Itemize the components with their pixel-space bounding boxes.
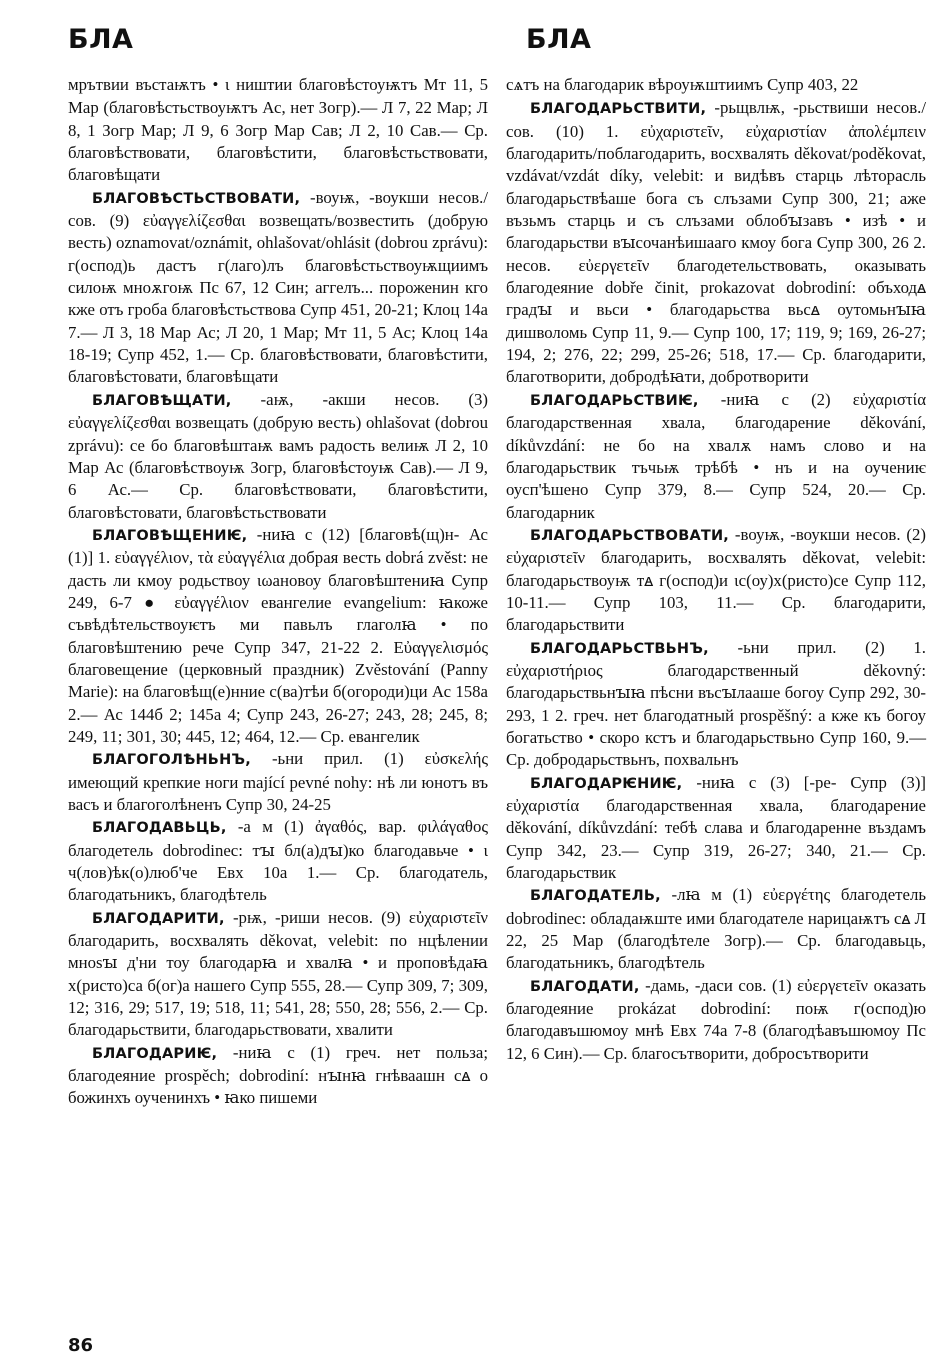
dictionary-entry — [506, 524, 926, 637]
headword: БЛАГОДАРѤНИѤ, — [530, 775, 683, 792]
entry-body: -ниꙗ с (3) [-ре- Супр (3)] εὐχαριστία благодарственная хвала, благодарение děkování, díkůvzdání: тебѣ слава и благодаренне въздамъ Супр 342, 23.— Супр 319, 26-27; 340, 21.— Ср. благодарьствик — [506, 772, 926, 883]
page-number: 86 — [68, 1335, 94, 1356]
dictionary-entry — [506, 975, 926, 1065]
headword: БЛАГОДАТИ, — [530, 978, 640, 995]
entry-body: -ниꙗ с (12) [благовѣ(щ)н- Ас (1)] 1. εὐαγγέλιον, τὰ εὐαγγέλια добрая весть dobrá zvěst: не дасть ли кмоу родьствоу ιωановоу благовѣштениꙗ Супр 249, 6-7 ● εὐαγγέλιον евангелие evangelium: ꙗкоже съвѣдѣтельствоуѥтъ ми павьлъ глаголꙗ • по благовѣштению рече Супр 347, 21-22 2. Εὐαγγελισμός благовещение (церковный праздник) Zvěstování (Panny Marie): на благовѣщ(е)нние с(ва)тѣи б(огороди)ци Ас 158а 2.— Ас 144б 2; 145а 4; Супр 243, 26-27; 243, 28; 245, 8; 249, 11; 301, 30; 445, 12; 464, 12.— Ср. евангелик — [68, 524, 488, 746]
headword: БЛАГОДАРИѤ, — [92, 1045, 218, 1062]
entry-body: -рьщвлѭ, -рьствиши несов./сов. (10) 1. εὐχαριστεῖν, εὐχαριστίαν ἀπολέμπειν благодарить/поблагодарить, восхвалять děkovat/poděkovat, vzdávat/vzdát díky, velebit: и видѣвъ старць лѣторасль благодарьствѣаше бога съ слъзами Супр 300, 21; аже възьмъ старць и съ слъзами облобꙑзавъ • изѣ • и благодарьстви вꙑсочанѣишааго кмоу бога Супр 300, 26 2. несов. εὐεργετεῖν благодетельствовать, оказывать благодеяние dobře činit, prokazovat dobrodiní: объходꙙ градꙑ и вьси • благодарьства вьсꙙ оутомьнꙑꙗ дишволомь Супр 11, 9.— Супр 100, 17; 119, 9; 169, 26-27; 194, 2; 276, 22; 299, 25-26; 518, 17.— Ср. благодарити, благотворити, добродѣꙗти, добротворити — [506, 98, 926, 387]
dictionary-entry — [68, 187, 488, 389]
entry-body: мрътвии въстаѭтъ • ι ништии благовѣстоуѭтъ Мт 11, 5 Мар (благовѣстьствоуѭтъ Ас, нет Зогр).— Л 7, 22 Мар; Л 8, 1 Зогр Мар; Л 9, 6 Зогр Мар Сав; Л 2, 10 Сав.— Ср. благовѣствовати, благовѣстити, благовѣстьствовати, благовѣщати — [68, 75, 488, 185]
headword: БЛАГОДАВЬЦЬ, — [92, 820, 227, 837]
dictionary-entry — [506, 74, 926, 97]
entry-body: -ниꙗ с (2) εὐχαριστία благодарственная хвала, благодарение děkování, díkůvzdání: не бо на хвалѫ намъ слово и на благодарьствик тъчьѭ трѣбѣ • нъ и на оучениѥ оусп'ѣшено Супр 379, 8.— Супр 524, 20.— Ср. благодарник — [506, 389, 926, 522]
dictionary-entry — [68, 816, 488, 906]
headword: БЛАГОВѢЩЕНИѤ, — [92, 527, 248, 544]
headword: БЛАГОВѢЩАТИ, — [92, 392, 232, 409]
headword: БЛАГОДАРЬСТВИТИ, — [530, 101, 707, 118]
page-header — [68, 24, 910, 64]
headword: БЛАГОДАРЬСТВИѤ, — [530, 392, 699, 409]
dictionary-entry — [506, 389, 926, 524]
dictionary-entry — [68, 1042, 488, 1110]
dictionary-entry — [68, 74, 488, 187]
entry-body: -дамь, -даси сов. (1) εὐεργετεῖν оказать благодеяние prokázat dobrodiní: поѭ г(оспод)ю благодавъшюмоу мнѣ Евх 74а 7-8 (благодѣавъшюмоу Пс 12, 6 Син).— Ср. благосътворити, добросътворити — [506, 975, 926, 1063]
entry-body: -а м (1) ἀγαθός, вар. φιλάγαθος благодетель dobrodinec: тꙑ бл(а)дꙑ)ко благодавьче • ι ч(лов)ѣк(о)люб'че Евх 10а 1.— Ср. благодатель, благодатьникъ, благодѣтель — [68, 817, 488, 905]
entry-body: -аѭ, -акши несов. (3) εὐαγγελίζεσθαι возвещать (добрую весть) ohlašovat (dobrou zprávu): се бо благовѣштаѭ вамъ радость велиѭ Л 2, 10 Мар Ас (благовѣствоуѭ Зогр, благовѣстоуѭ Сав).— Л 9, 6 Ас.— Ср. благовѣствовати, благовѣстити, благовѣстовати, благовѣстьствовати — [68, 389, 488, 522]
dictionary-entry — [68, 907, 488, 1042]
entry-body: -рѭ, -риши несов. (9) εὐχαριστεῖν благодарить, восхвалять děkovat, velebit: по нцѣлении мноѕꙑ д'ни тоу благодарꙗ и хвалꙗ • и проповѣдаꙗ х(ристо)са б(ог)а нашего Супр 555, 28.— Супр 309, 7; 309, 12; 316, 29; 517, 19; 518, 11; 541, 28; 550, 28; 556, 2.— Ср. благодарьствити, благодарьствовати, хвалити — [68, 907, 488, 1040]
dictionary-entry — [68, 524, 488, 748]
left-column — [68, 74, 488, 1110]
headword: БЛАГОВѢСТЬСТВОВАТИ, — [92, 190, 301, 207]
dictionary-entry — [68, 389, 488, 524]
headword: БЛАГОДАРЬСТВЬНЪ, — [530, 640, 709, 657]
entry-body: -ьни прил. (1) εὐσκελής имеющий крепкие ноги mající pevné nohy: нѣ ли юнотъ въ васъ и благоголѣненъ Супр 30, 24-25 — [68, 749, 488, 814]
dictionary-entry — [68, 748, 488, 816]
running-head-right: БЛА — [526, 24, 592, 55]
headword: БЛАГОДАРИТИ, — [92, 910, 225, 927]
entry-body: -лꙗ м (1) εὐεργέτης благодетель dobrodinec: обладаѭште ими благодателе нарицаѭтъ сꙙ Л 22, 25 Мар (благодѣтеле Зогр).— Ср. благодавьць, благодатьникъ, благодѣтель — [506, 885, 926, 973]
entry-body: -ниꙗ с (1) греч. нет польза; благодеяние prospěch; dobrodiní: нꙑнꙗ гнѣваашн сꙙ о божинхъ оученинхъ • ꙗко пишеми — [68, 1042, 488, 1108]
running-head-left: БЛА — [68, 24, 134, 55]
headword: БЛАГОДАРЬСТВОВАТИ, — [530, 527, 730, 544]
dictionary-entry — [506, 97, 926, 388]
dictionary-entry — [506, 772, 926, 885]
entry-body: сѧтъ на благодарик вѣроуѭштиимъ Супр 403, 22 — [506, 75, 859, 94]
headword: БЛАГОДАТЕЛЬ, — [530, 888, 661, 905]
dictionary-entry — [506, 884, 926, 974]
entry-body: -воуѭ, -воукши несов. (2) εὐχαριστεῖν благодарить, восхвалять děkovat, velebit: благодарьствоуѭ тꙙ г(оспод)и ιс(оу)х(ристо)се Супр 112, 10-11.— Супр 103, 11.— Ср. благодарити, благодарьствити — [506, 524, 926, 635]
dictionary-entry — [506, 637, 926, 772]
entry-body: -воуѭ, -воукши несов./сов. (9) εὐαγγελίζεσθαι возвещать/возвестить (добрую весть) oznamovat/oznámit, ohlašovat/ohlásit (dobrou zprávu): г(оспод)ь дастъ г(лаго)лъ благовѣстьствоуѭщиимъ силоѭ мноѫгоѭ Пс 67, 12 Син; аггелъ... пороженин кго кже отъ гроба благовѣстьствова Супр 451, 20-21; Клоц 14а 7.— Л 3, 18 Мар Ас; Л 20, 1 Мар; Мт 11, 5 Ас; Клоц 14а 18-19; Супр 452, 1.— Ср. благовѣствовати, благовѣстити, благовѣстовати, благовѣщати — [68, 187, 488, 387]
headword: БЛАГОГОЛѢНЬНЪ, — [92, 752, 251, 769]
right-column — [506, 74, 926, 1065]
entry-body: -ьни прил. (2) 1. εὐχαριστήριος благодарственный děkovný: благодарьствьнꙑꙗ пѣсни въсꙑлааше богоу Супр 292, 30-293, 1 2. греч. нет благодатный prospěšný: а кже къ богоу богатьство • скоро кстъ и благодарьствьно Супр 160, 9.— Ср. добродарьствьнъ, похвальнъ — [506, 637, 926, 770]
